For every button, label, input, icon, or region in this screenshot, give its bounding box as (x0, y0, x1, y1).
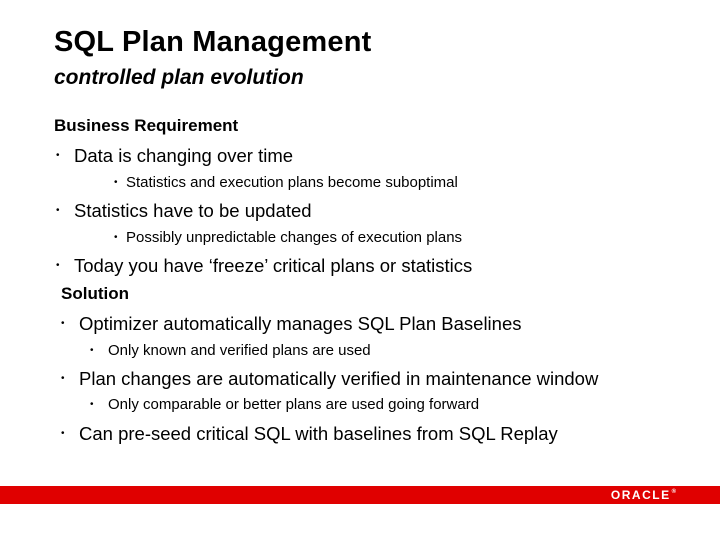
list-item-text: Only known and verified plans are used (108, 342, 371, 359)
bullet-icon: • (90, 398, 94, 410)
list-item (56, 200, 312, 222)
bullet-icon: • (61, 373, 65, 384)
bullet-icon: • (90, 344, 94, 356)
list-item (56, 255, 472, 277)
bullet-icon: • (56, 150, 60, 161)
list-item-text: Plan changes are automatically verified in maintenance window (79, 368, 599, 389)
solution-heading: Solution (61, 284, 129, 303)
list-item-text: Statistics have to be updated (74, 200, 312, 221)
business-requirement-heading: Business Requirement (54, 116, 239, 135)
bullet-icon: • (56, 205, 60, 216)
list-item (61, 313, 522, 335)
list-item (56, 145, 293, 167)
list-item-text: Today you have ‘freeze’ critical plans or statistics (74, 255, 473, 276)
slide-title: SQL Plan Management (54, 26, 372, 58)
list-item-text: Possibly unpredictable changes of execution plans (126, 229, 463, 246)
list-item (61, 423, 558, 445)
oracle-logo (611, 487, 676, 503)
bullet-icon: • (61, 428, 65, 439)
list-item-text: Data is changing over time (74, 145, 294, 166)
list-item (61, 368, 598, 390)
bullet-icon: • (114, 176, 118, 188)
list-item (114, 229, 462, 246)
list-item-text: Can pre-seed critical SQL with baselines from SQL Replay (79, 423, 558, 444)
footer-bar (0, 486, 720, 504)
bullet-icon: • (61, 318, 65, 329)
bullet-icon: • (114, 231, 118, 243)
bullet-icon: • (56, 260, 60, 271)
slide-subtitle: controlled plan evolution (54, 66, 304, 89)
list-item (90, 396, 479, 413)
logo-text: ORACLE (610, 488, 671, 502)
list-item-text: Statistics and execution plans become suboptimal (126, 174, 458, 191)
list-item-text: Only comparable or better plans are used going forward (108, 396, 480, 413)
registered-mark: ® (671, 489, 676, 495)
list-item (90, 342, 371, 359)
list-item-text: Optimizer automatically manages SQL Plan Baselines (79, 313, 522, 334)
list-item (114, 174, 458, 191)
